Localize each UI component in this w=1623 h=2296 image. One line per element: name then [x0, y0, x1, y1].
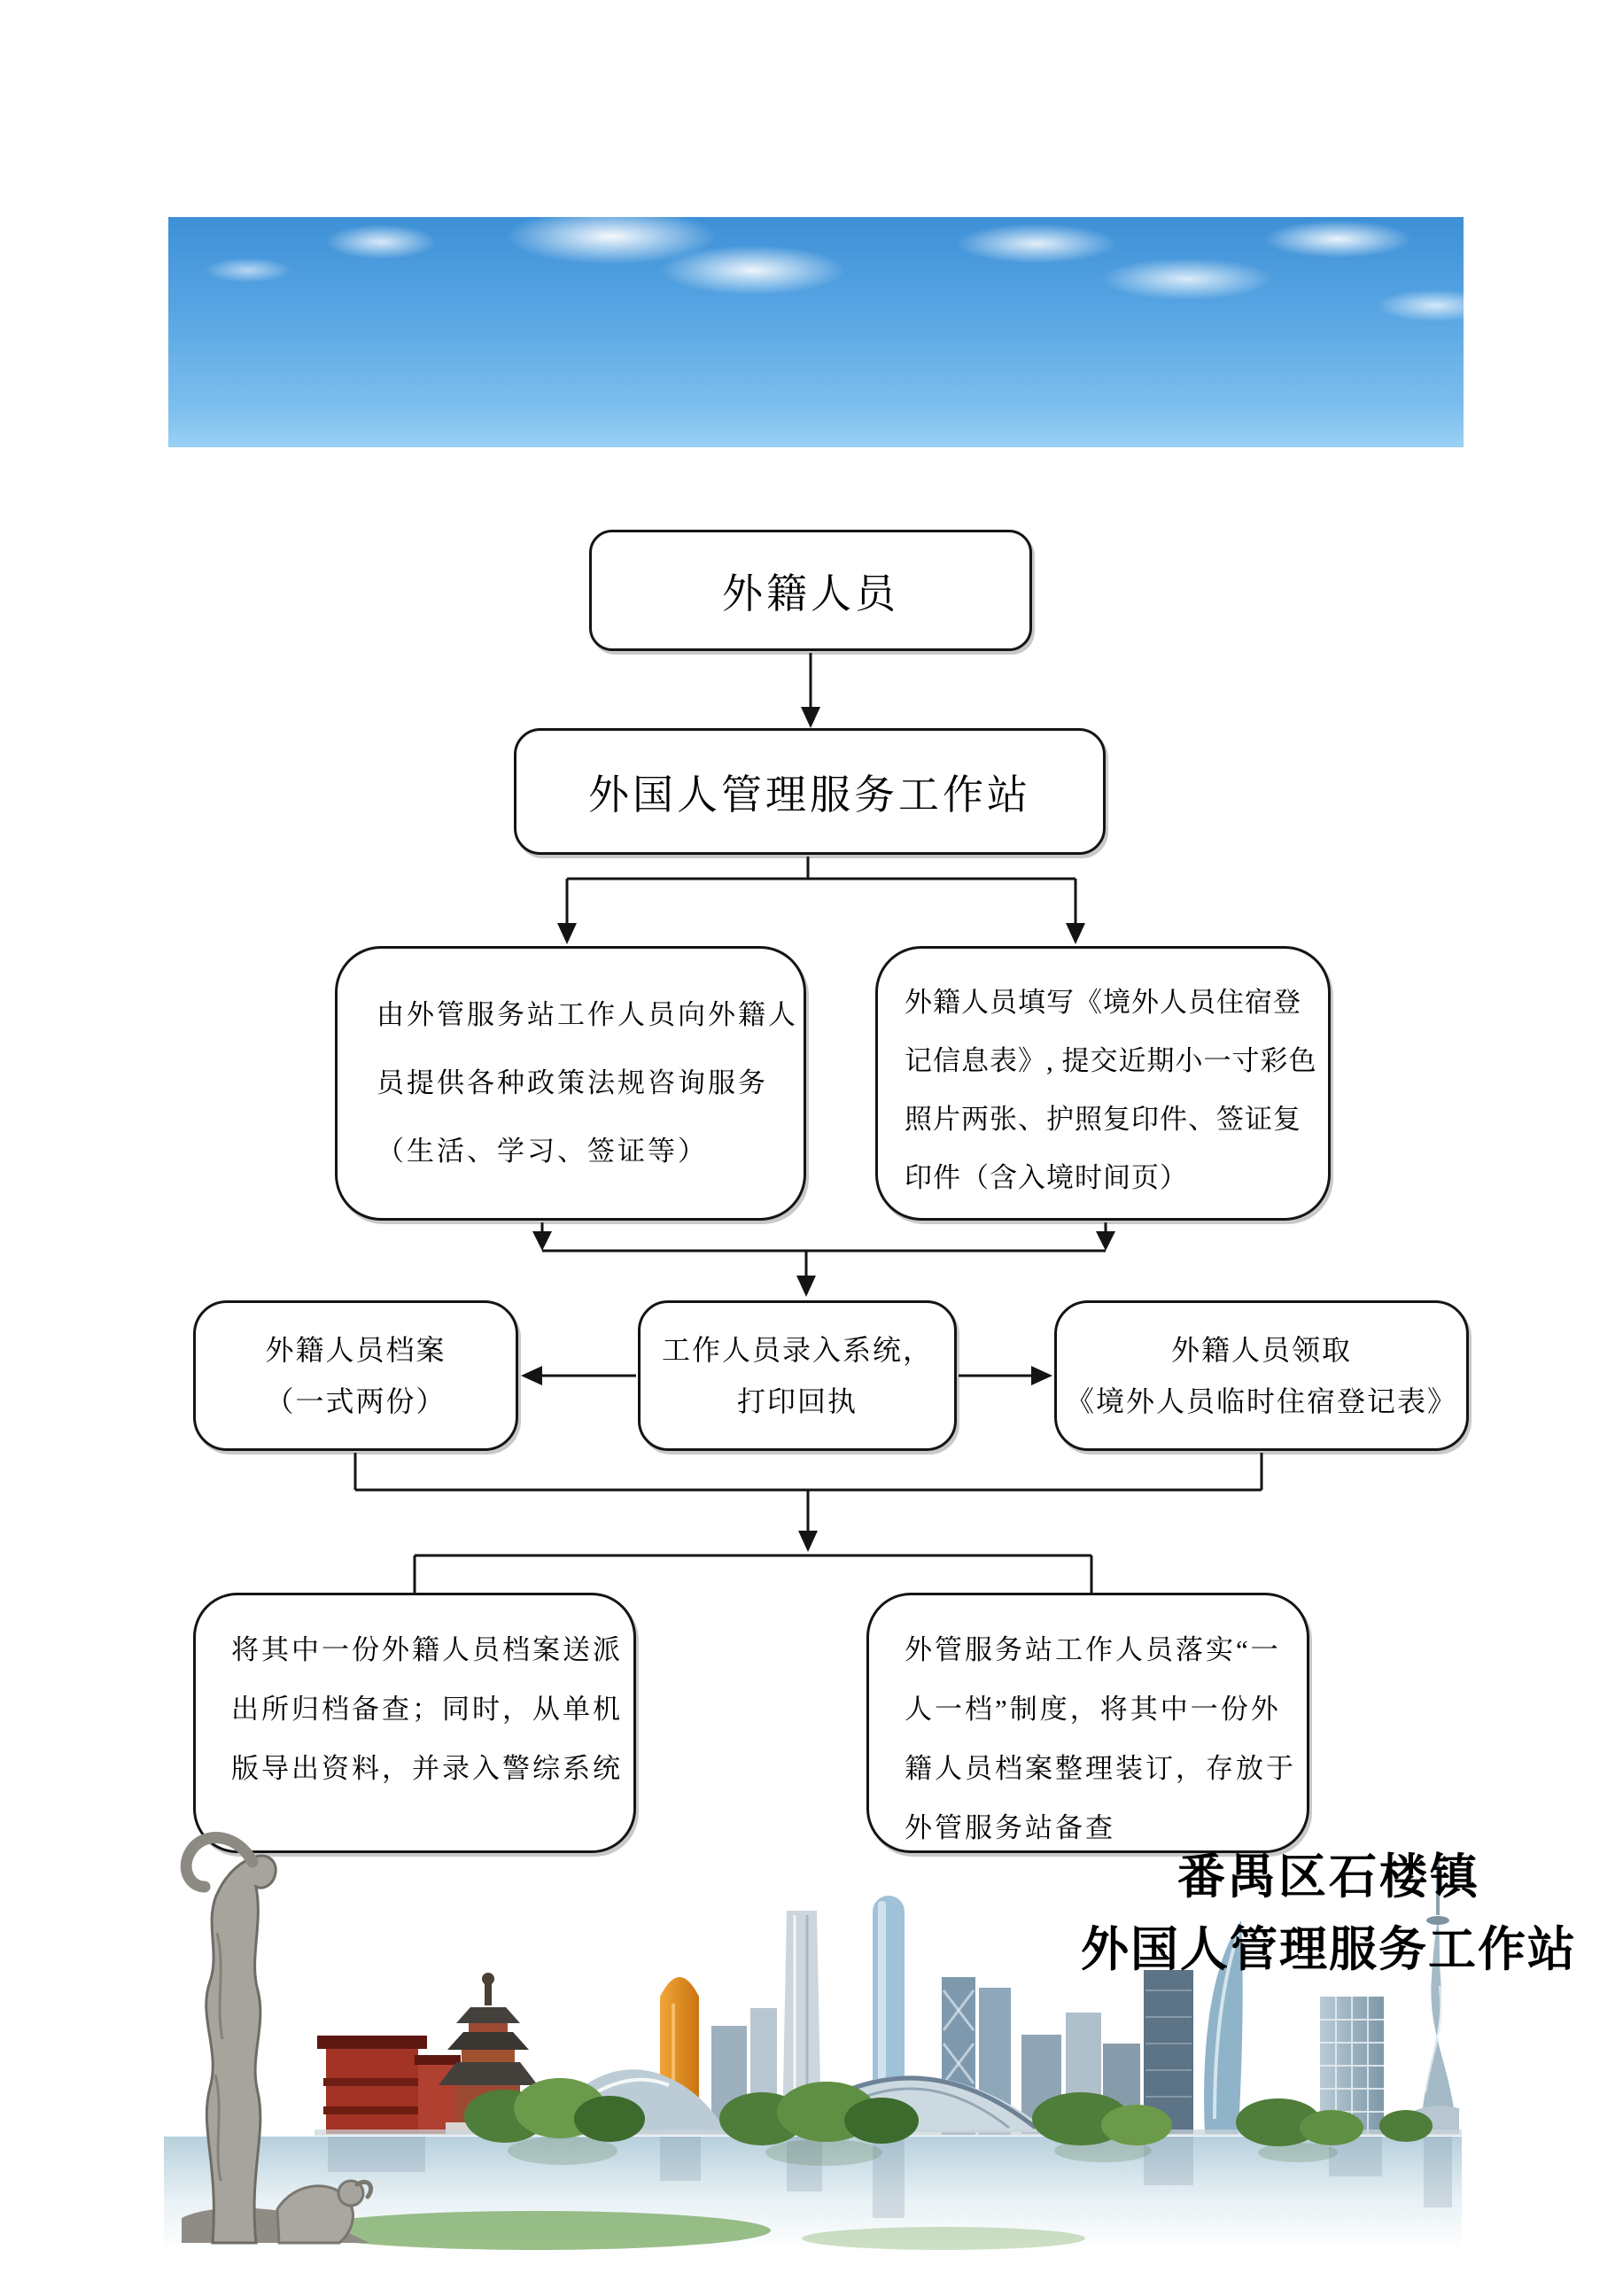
flow-node-filing [866, 1593, 1309, 1853]
flow-node-filing-line: 外管服务站备查 [905, 1812, 1115, 1843]
flow-node-archive [193, 1300, 518, 1451]
flow-node-filing-line: 籍人员档案整理装订，存放于 [905, 1753, 1296, 1784]
flow-node-receive [1054, 1300, 1469, 1451]
flow-node-station [514, 728, 1106, 855]
flow-node-entry-line: 工作人员录入系统， [661, 1334, 933, 1366]
grass-reflection-small [802, 2227, 1085, 2250]
flow-node-register-line: 外籍人员填写《境外人员住宿登 [905, 987, 1301, 1018]
flow-node-receive-line: 《境外人员临时住宿登记表》 [1065, 1385, 1457, 1417]
flow-node-archive-line: （一式两份） [265, 1385, 447, 1417]
footer-town-name: 番禺区石楼镇 [1177, 1850, 1480, 1904]
flow-node-foreigner [589, 530, 1032, 651]
flow-node-foreigner-label: 外籍人员 [722, 570, 899, 617]
arrow-foreigner-to-station [801, 653, 820, 728]
flow-node-register [875, 946, 1331, 1221]
flow-node-receive-line: 外籍人员领取 [1170, 1334, 1352, 1366]
flow-node-entry [638, 1300, 957, 1451]
flow-node-register-line: 印件（含入境时间页） [905, 1162, 1188, 1193]
flow-node-archive-line: 外籍人员档案 [265, 1334, 447, 1366]
flow-node-consult-line: （生活、学习、签证等） [377, 1136, 708, 1167]
arrow-entry-to-archive [521, 1366, 636, 1385]
flow-node-consult-line: 由外管服务站工作人员向外籍人 [377, 999, 798, 1030]
flow-node-police-line: 将其中一份外籍人员档案送派 [231, 1634, 623, 1665]
flow-node-entry-line: 打印回执 [736, 1385, 858, 1417]
arrow-entry-to-receive [959, 1366, 1052, 1385]
footer-station-name: 外国人管理服务工作站 [1081, 1923, 1577, 1976]
flow-node-consult [335, 946, 806, 1221]
merge-row4-to-split [355, 1453, 1262, 1552]
merge-row3-to-entry [532, 1222, 1115, 1297]
flow-node-filing-line: 人一档”制度，将其中一份外 [905, 1694, 1281, 1725]
flow-node-consult-line: 员提供各种政策法规咨询服务 [377, 1067, 768, 1098]
grass-reflection [301, 2211, 771, 2250]
branch-station-to-row3 [557, 857, 1085, 944]
flow-node-register-line: 照片两张、护照复印件、签证复 [905, 1104, 1301, 1135]
flow-node-register-line: 记信息表》, 提交近期小一寸彩色 [905, 1045, 1317, 1076]
footer-cityscape [164, 1827, 1577, 2269]
flow-node-station-label: 外国人管理服务工作站 [588, 772, 1031, 818]
flow-node-police-line: 出所归档备查；同时，从单机 [231, 1694, 623, 1725]
split-to-row5 [415, 1555, 1091, 1594]
flow-node-police-line: 版导出资料，并录入警综系统 [231, 1753, 623, 1784]
flow-node-police [193, 1593, 636, 1853]
flow-node-filing-line: 外管服务站工作人员落实“一 [905, 1634, 1281, 1665]
